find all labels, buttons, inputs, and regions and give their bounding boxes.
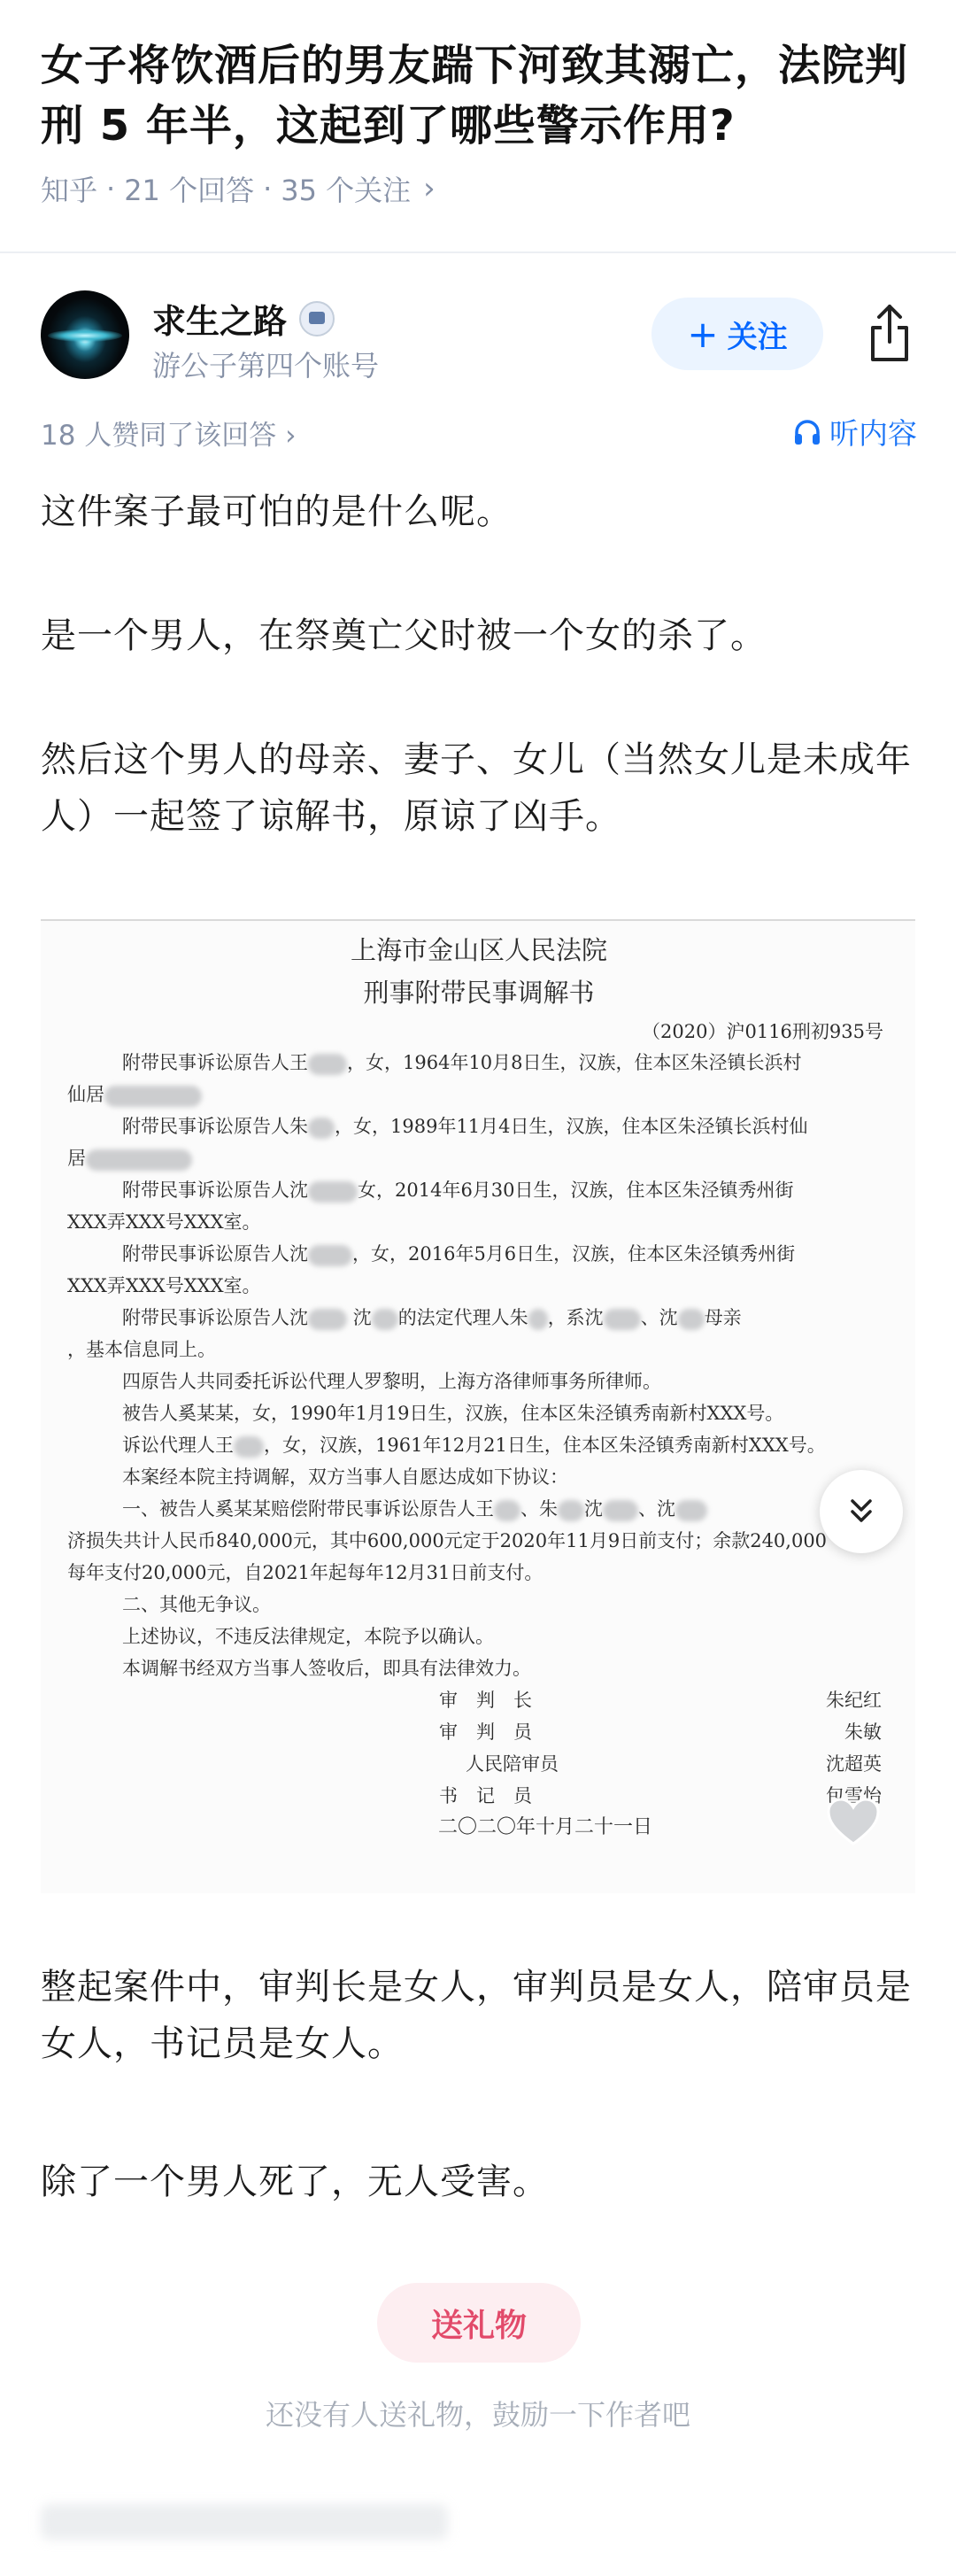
doc-line: 诉讼代理人王 ，女，汉族，1961年12月21日生，住本区朱泾镇秀南新村XXX号。 xyxy=(122,1435,826,1456)
doc-signer-row: 审 判 长 朱纪红 xyxy=(439,1690,882,1711)
doc-title: 刑事附带民事调解书 xyxy=(363,978,595,1008)
doc-line: 四原告人共同委托诉讼代理人罗黎明，上海方洛律师事务所律师。 xyxy=(122,1371,661,1392)
doc-line: XXX弄XXX号XXX室。 xyxy=(67,1211,261,1233)
doc-signer-row: 人民陪审员 沈超英 xyxy=(466,1753,882,1775)
author-subtitle: 游公子第四个账号 xyxy=(152,349,380,383)
court-document-image[interactable] xyxy=(41,919,915,1893)
follow-label: 关注 xyxy=(727,319,788,355)
doc-line: 被告人奚某某，女，1990年1月19日生，汉族，住本区朱泾镇秀南新村XXX号。 xyxy=(122,1403,784,1424)
share-button[interactable] xyxy=(862,298,917,368)
listen-button[interactable] xyxy=(792,411,917,453)
listen-label: 听内容 xyxy=(829,416,917,451)
doc-line: 本案经本院主持调解，双方当事人自愿达成如下协议： xyxy=(122,1466,568,1488)
source-label: 知乎 xyxy=(41,174,98,207)
doc-case-number: （2020）沪0116刑初935号 xyxy=(642,1021,883,1042)
vote-count[interactable]: 18 人赞同了该回答 › xyxy=(41,420,297,452)
share-icon xyxy=(862,298,917,368)
doc-line: 一、被告人奚某某赔偿附带民事诉讼原告人王 、朱 沈 、沈 xyxy=(67,1493,890,1525)
question-meta[interactable] xyxy=(41,168,917,209)
meta-separator: · xyxy=(263,172,273,205)
question-title[interactable]: 女子将饮酒后的男友踹下河致其溺亡，法院判刑 5 年半，这起到了哪些警示作用? xyxy=(41,41,909,151)
doc-date: 二〇二〇年十月二十一日 xyxy=(437,1816,652,1838)
author-row xyxy=(41,289,917,386)
like-heart-button[interactable] xyxy=(825,1796,882,1849)
headphones-icon xyxy=(792,417,822,447)
doc-line: 附带民事诉讼原告人沈 ，女，2016年5月6日生，汉族，住本区朱泾镇秀州街 xyxy=(122,1243,796,1265)
doc-line: XXX弄XXX号XXX室。 xyxy=(67,1275,261,1296)
meta-separator: · xyxy=(106,172,116,205)
doc-signer-row: 审 判 员 朱敏 xyxy=(439,1721,882,1743)
doc-line: 附带民事诉讼原告人朱 ，女，1989年11月4日生，汉族，住本区朱泾镇长浜村仙 xyxy=(122,1116,808,1137)
gift-hint: 还没有人送礼物，鼓励一下作者吧 xyxy=(265,2398,690,2432)
author-name: 求生之路 xyxy=(152,302,288,341)
avatar[interactable] xyxy=(41,290,129,379)
doc-line: 济损失共计人民币840,000元，其中600,000元定于2020年11月9日前支付；余款240,000 xyxy=(67,1530,828,1551)
question-header xyxy=(41,35,917,209)
doc-signer-row: 书 记 员 包雪怡 xyxy=(439,1785,882,1806)
doc-line: 上述协议，不违反法律规定，本院予以确认。 xyxy=(122,1626,494,1647)
chevron-right-icon: › xyxy=(423,171,436,206)
follow-button[interactable] xyxy=(651,298,823,370)
doc-line: ，基本信息同上。 xyxy=(67,1339,216,1360)
doc-line: 每年支付20,000元，自2021年起每年12月31日前支付。 xyxy=(67,1562,544,1583)
doc-court-name: 上海市金山区人民法院 xyxy=(350,935,607,965)
author-name-row[interactable] xyxy=(152,294,335,343)
expand-down-button[interactable] xyxy=(820,1470,903,1553)
section-divider xyxy=(0,251,956,253)
answer-paragraph: 然后这个男人的母亲、妻子、女儿（当然女儿是未成年人）一起签了谅解书，原谅了凶手。 xyxy=(41,739,912,837)
doc-line: 本调解书经双方当事人签收后，即具有法律效力。 xyxy=(122,1658,531,1679)
doc-line: 仙居 xyxy=(67,1079,890,1110)
heart-icon xyxy=(825,1796,882,1849)
answer-count: 21 个回答 xyxy=(124,174,255,207)
doc-line: 附带民事诉讼原告人沈 女，2014年6月30日生，汉族，住本区朱泾镇秀州街 xyxy=(122,1180,794,1201)
doc-line: 二、其他无争议。 xyxy=(122,1594,271,1615)
plus-icon: + xyxy=(687,312,719,356)
author-badge-icon xyxy=(299,301,335,337)
double-chevron-down-icon xyxy=(844,1494,879,1529)
doc-line: 附带民事诉讼原告人沈 沈 的法定代理人朱 ，系沈 、沈 母亲 xyxy=(122,1307,742,1328)
answer-paragraph: 这件案子最可怕的是什么呢。 xyxy=(41,491,513,532)
vote-row xyxy=(41,409,917,453)
follower-count: 35 个关注 xyxy=(281,174,412,207)
answer-paragraph: 整起案件中，审判长是女人，审判员是女人，陪审员是女人，书记员是女人。 xyxy=(41,1967,912,2064)
blurred-bottom-content xyxy=(41,2504,448,2540)
answer-paragraph: 是一个男人，在祭奠亡父时被一个女的杀了。 xyxy=(41,615,767,656)
send-gift-button[interactable]: 送礼物 xyxy=(377,2283,581,2363)
answer-paragraph: 除了一个男人死了，无人受害。 xyxy=(41,2162,549,2202)
doc-line: 居 xyxy=(67,1142,890,1174)
doc-line: 附带民事诉讼原告人王 ，女，1964年10月8日生，汉族，住本区朱泾镇长浜村 xyxy=(122,1052,802,1073)
